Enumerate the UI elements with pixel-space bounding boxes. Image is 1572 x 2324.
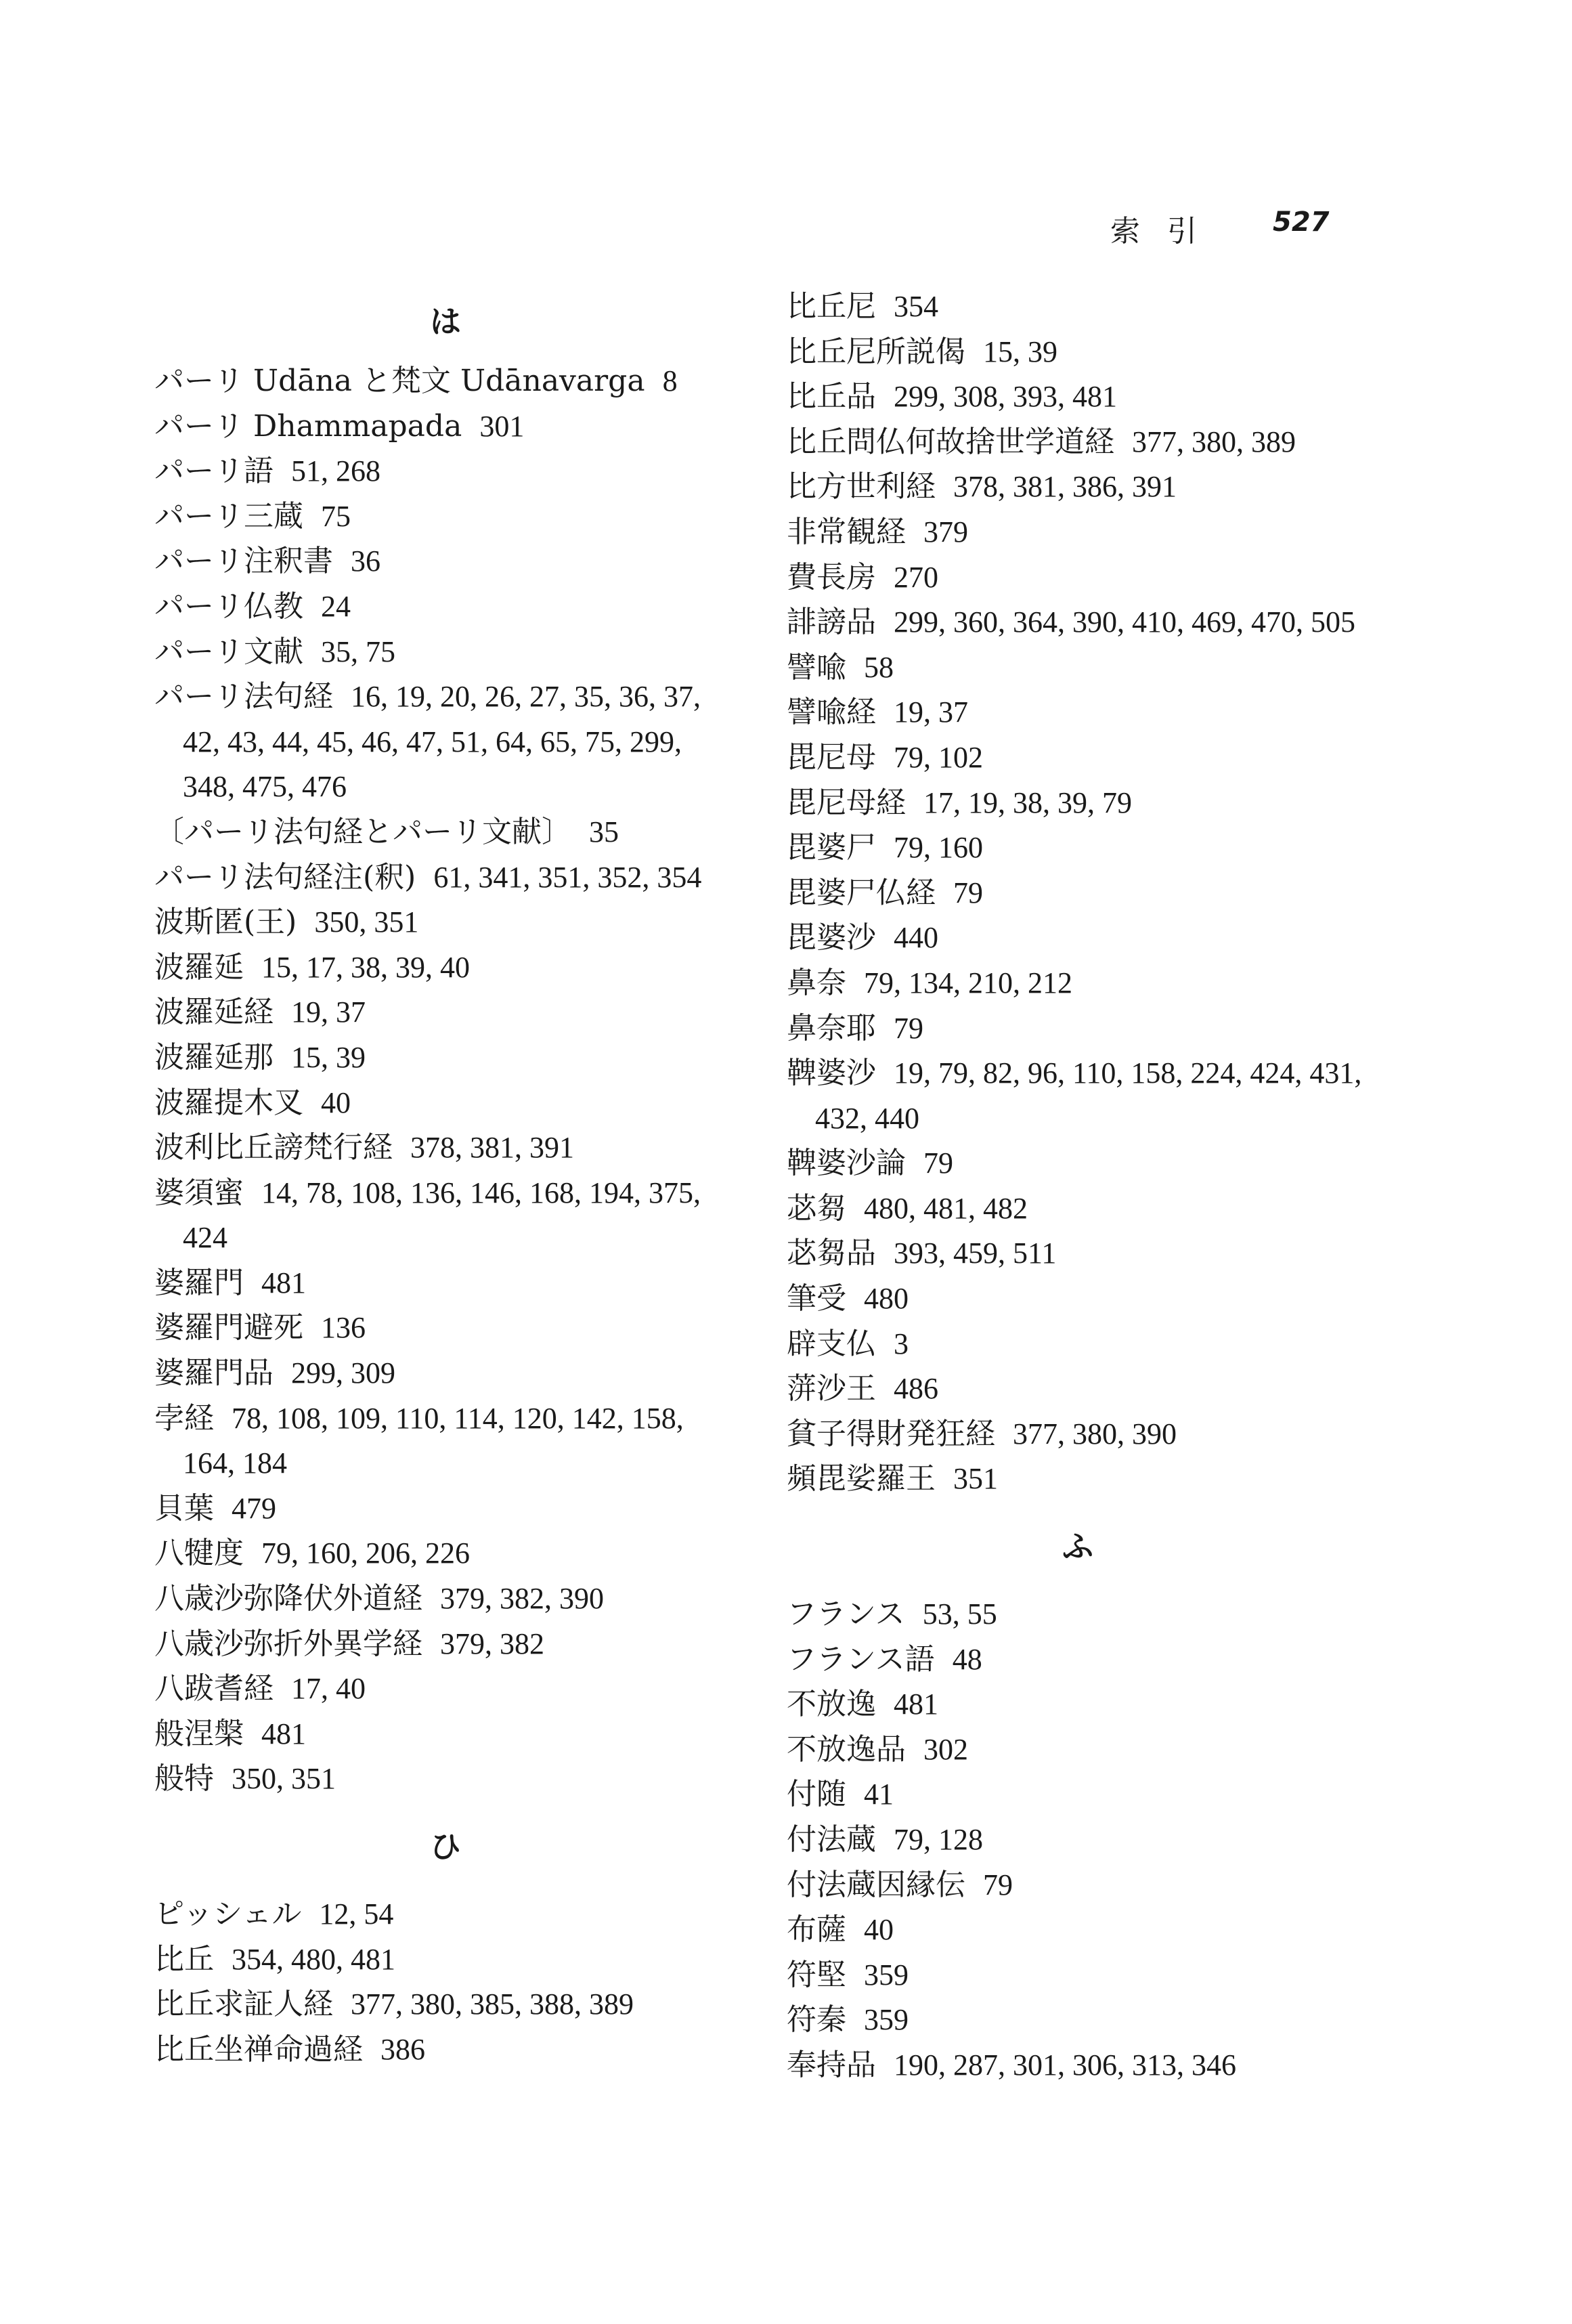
index-term: フランス bbox=[787, 1597, 905, 1632]
index-term: 辟支仏 bbox=[787, 1326, 876, 1361]
index-entry bbox=[787, 1772, 1369, 1817]
index-term: 波羅延那 bbox=[154, 1039, 274, 1075]
index-page-numbers: 350, 351 bbox=[314, 905, 419, 939]
index-entry bbox=[154, 990, 737, 1035]
index-page-numbers: 78, 108, 109, 110, 114, 120, 142, 158, 164, 184 bbox=[183, 1401, 684, 1480]
index-entry bbox=[787, 690, 1369, 735]
index-page-numbers: 479 bbox=[232, 1491, 276, 1525]
section-heading-fu: ふ bbox=[1062, 1528, 1093, 1566]
index-term: 孛経 bbox=[154, 1400, 214, 1436]
index-page-numbers: 79 bbox=[894, 1011, 923, 1045]
index-page-numbers: 301 bbox=[479, 409, 525, 443]
index-term: 苾芻 bbox=[787, 1190, 846, 1226]
index-entry bbox=[787, 871, 1369, 916]
index-entry bbox=[154, 404, 737, 450]
index-entry bbox=[154, 1396, 737, 1486]
index-entry bbox=[154, 1125, 737, 1171]
index-entry bbox=[787, 1592, 1369, 1637]
index-term: 毘婆沙 bbox=[787, 920, 876, 955]
index-page-numbers: 41 bbox=[864, 1778, 894, 1811]
index-page-numbers: 48 bbox=[952, 1642, 982, 1676]
index-term: 八歳沙弥折外異学経 bbox=[154, 1626, 422, 1661]
index-page-numbers: 79 bbox=[923, 1146, 953, 1180]
index-term: パーリ法句経注(釈) bbox=[154, 859, 416, 895]
index-entry bbox=[154, 1576, 737, 1622]
index-term: 波羅提木叉 bbox=[154, 1085, 303, 1120]
section-heading-hi: ひ bbox=[430, 1828, 461, 1865]
index-page-numbers: 53, 55 bbox=[922, 1597, 997, 1631]
index-page-numbers: 19, 37 bbox=[894, 695, 968, 729]
index-entry bbox=[787, 420, 1369, 465]
index-term: 比丘尼所説偈 bbox=[787, 334, 965, 369]
index-term: 婆羅門避死 bbox=[154, 1310, 303, 1346]
index-page-numbers: 61, 341, 351, 352, 354 bbox=[433, 860, 702, 894]
index-entry bbox=[154, 1666, 737, 1712]
index-term: 比丘 bbox=[154, 1941, 214, 1977]
index-page-numbers: 40 bbox=[864, 1913, 894, 1947]
index-entry bbox=[154, 2027, 737, 2073]
index-entry bbox=[787, 1953, 1369, 1998]
index-term: 毘尼母経 bbox=[787, 785, 906, 820]
index-entry bbox=[154, 1757, 737, 1802]
index-page-numbers: 8 bbox=[662, 364, 678, 397]
index-entry bbox=[787, 825, 1369, 871]
index-page-numbers: 486 bbox=[894, 1372, 938, 1406]
index-entry bbox=[154, 1171, 737, 1261]
index-term: 頻毘娑羅王 bbox=[787, 1461, 936, 1497]
index-entry bbox=[787, 555, 1369, 601]
index-term: 比丘品 bbox=[787, 379, 876, 414]
index-page-numbers: 359 bbox=[864, 2003, 909, 2037]
index-page-numbers: 270 bbox=[894, 560, 938, 594]
index-term: パーリ三蔵 bbox=[154, 498, 303, 534]
index-page-numbers: 79, 160, 206, 226 bbox=[261, 1536, 470, 1570]
index-entry bbox=[787, 1006, 1369, 1052]
index-page-numbers: 17, 19, 38, 39, 79 bbox=[923, 786, 1132, 819]
index-page-numbers: 481 bbox=[261, 1266, 306, 1299]
index-page-numbers: 79, 160 bbox=[894, 831, 983, 865]
header-title: 索引 bbox=[1110, 214, 1224, 249]
index-page-numbers: 79 bbox=[953, 876, 983, 909]
index-entry bbox=[154, 1351, 737, 1396]
index-page-numbers: 79, 102 bbox=[894, 740, 983, 774]
index-page-numbers: 75 bbox=[321, 499, 351, 533]
index-term: 八跋耆経 bbox=[154, 1671, 274, 1706]
index-term: 非常観経 bbox=[787, 514, 906, 549]
index-term: 婆須蜜 bbox=[154, 1175, 244, 1210]
index-page-numbers: 299, 308, 393, 481 bbox=[894, 380, 1117, 414]
index-entry bbox=[787, 600, 1369, 645]
index-term: 波斯匿(王) bbox=[154, 905, 297, 940]
index-term: 毘婆尸仏経 bbox=[787, 875, 936, 910]
index-page-numbers: 379, 382 bbox=[440, 1627, 544, 1660]
index-term: 八犍度 bbox=[154, 1536, 244, 1571]
index-entry bbox=[154, 630, 737, 675]
index-page-numbers: 299, 309 bbox=[291, 1356, 395, 1390]
index-entry bbox=[787, 1817, 1369, 1863]
index-term: 貧子得財発狂経 bbox=[787, 1416, 995, 1451]
index-page-numbers: 190, 287, 301, 306, 313, 346 bbox=[894, 2048, 1236, 2082]
index-term: 鞞婆沙 bbox=[787, 1056, 876, 1091]
index-page-numbers: 51, 268 bbox=[291, 454, 380, 488]
index-page-numbers: 378, 381, 391 bbox=[410, 1131, 574, 1165]
index-term: 鞞婆沙論 bbox=[787, 1146, 906, 1181]
index-entry bbox=[787, 1908, 1369, 1953]
index-entry bbox=[787, 1863, 1369, 1908]
index-term: 般特 bbox=[154, 1761, 214, 1796]
index-term: 鼻奈 bbox=[787, 965, 846, 1000]
index-entry bbox=[787, 781, 1369, 826]
index-entry bbox=[787, 330, 1369, 375]
index-term: パーリ注釈書 bbox=[154, 544, 333, 579]
index-entry bbox=[787, 1141, 1369, 1186]
index-page-numbers: 3 bbox=[894, 1327, 909, 1360]
index-entry bbox=[154, 539, 737, 584]
index-term: 苾芻品 bbox=[787, 1236, 876, 1271]
index-term: 付法蔵因縁伝 bbox=[787, 1867, 965, 1902]
index-entry bbox=[787, 1322, 1369, 1367]
right-column bbox=[787, 284, 1369, 2088]
index-term: 布薩 bbox=[787, 1912, 846, 1948]
index-term: パーリ語 bbox=[154, 454, 274, 489]
index-entry bbox=[787, 961, 1369, 1006]
index-entry bbox=[787, 1051, 1369, 1141]
index-entry bbox=[154, 674, 737, 810]
index-page-numbers: 15, 39 bbox=[983, 335, 1057, 368]
index-term: 付随 bbox=[787, 1777, 846, 1812]
index-entry bbox=[154, 1982, 737, 2027]
index-term: 符堅 bbox=[787, 1957, 846, 1992]
index-term: 不放逸品 bbox=[787, 1731, 906, 1767]
index-page-numbers: 440 bbox=[894, 921, 938, 955]
index-term: パーリ法句経 bbox=[154, 679, 333, 714]
index-term: 波羅延経 bbox=[154, 995, 274, 1030]
index-term: 蓱沙王 bbox=[787, 1371, 876, 1406]
index-page-numbers: 79, 128 bbox=[894, 1823, 983, 1856]
index-page-numbers: 377, 380, 390 bbox=[1013, 1417, 1177, 1450]
index-term: フランス語 bbox=[787, 1641, 935, 1677]
index-term: パーリ Dhammapada bbox=[154, 408, 462, 444]
index-term: 比丘坐禅命過経 bbox=[154, 2031, 363, 2067]
index-page-numbers: 15, 17, 38, 39, 40 bbox=[261, 950, 470, 984]
index-entry bbox=[154, 1081, 737, 1126]
index-entry bbox=[154, 1531, 737, 1576]
index-entry bbox=[787, 735, 1369, 781]
index-term: 比丘求証人経 bbox=[154, 1987, 333, 2022]
index-page-numbers: 350, 351 bbox=[232, 1762, 336, 1796]
index-term: 比丘尼 bbox=[787, 289, 876, 324]
index-term: 八歳沙弥降伏外道経 bbox=[154, 1581, 422, 1616]
entries-hi-continued bbox=[787, 284, 1369, 1502]
index-page-numbers: 379, 382, 390 bbox=[440, 1582, 604, 1616]
entries-hi bbox=[154, 1892, 737, 2072]
index-page-numbers: 359 bbox=[864, 1958, 909, 1992]
index-entry bbox=[154, 1892, 737, 1937]
index-term: 誹謗品 bbox=[787, 605, 876, 640]
index-entry bbox=[154, 945, 737, 991]
index-page-numbers: 480 bbox=[864, 1282, 909, 1316]
index-page-numbers: 354 bbox=[894, 290, 938, 323]
index-page-numbers: 36 bbox=[351, 544, 380, 578]
running-header bbox=[1110, 207, 1330, 250]
index-page-numbers: 17, 40 bbox=[291, 1672, 366, 1706]
index-page-numbers: 79 bbox=[983, 1868, 1013, 1901]
index-term: パーリ Udāna と梵文 Udānavarga bbox=[154, 364, 645, 398]
index-term: 婆羅門品 bbox=[154, 1356, 274, 1391]
index-term: 奉持品 bbox=[787, 2047, 876, 2082]
index-page-numbers: 19, 79, 82, 96, 110, 158, 224, 424, 431, 432, 440 bbox=[815, 1056, 1362, 1135]
index-page-numbers: 386 bbox=[380, 2032, 425, 2066]
index-term: 費長房 bbox=[787, 559, 876, 595]
index-term: 毘婆尸 bbox=[787, 830, 876, 865]
index-entry bbox=[154, 1712, 737, 1757]
index-entry bbox=[154, 1035, 737, 1081]
index-term: 波羅延 bbox=[154, 949, 244, 985]
index-entry bbox=[787, 916, 1369, 961]
index-entry bbox=[154, 1937, 737, 1983]
index-entry bbox=[787, 2043, 1369, 2088]
index-entry bbox=[154, 1306, 737, 1351]
index-term: パーリ仏教 bbox=[154, 588, 303, 624]
index-page-numbers: 480, 481, 482 bbox=[864, 1191, 1028, 1225]
index-page-numbers: 15, 39 bbox=[291, 1040, 366, 1074]
index-term: 婆羅門 bbox=[154, 1265, 244, 1300]
index-entry bbox=[787, 1637, 1369, 1683]
index-entry bbox=[787, 1231, 1369, 1276]
index-entry bbox=[154, 900, 737, 945]
index-page-numbers: 377, 380, 389 bbox=[1132, 425, 1296, 458]
index-entry bbox=[787, 1727, 1369, 1773]
left-column bbox=[154, 284, 737, 2072]
index-entry bbox=[154, 494, 737, 540]
index-entry bbox=[154, 359, 737, 404]
index-term: 付法蔵 bbox=[787, 1822, 876, 1857]
index-entry bbox=[787, 284, 1369, 330]
index-entry bbox=[787, 1682, 1369, 1727]
index-entry bbox=[154, 1486, 737, 1532]
index-page-numbers: 302 bbox=[923, 1732, 968, 1766]
index-term: 不放逸 bbox=[787, 1687, 876, 1722]
index-page-numbers: 481 bbox=[261, 1717, 306, 1750]
index-page-numbers: 58 bbox=[864, 650, 894, 684]
index-page-numbers: 378, 381, 386, 391 bbox=[953, 470, 1177, 504]
index-term: 比方世利経 bbox=[787, 469, 936, 504]
index-entry bbox=[154, 810, 737, 855]
index-term: 鼻奈耶 bbox=[787, 1010, 876, 1046]
index-page-numbers: 24 bbox=[321, 589, 351, 623]
index-page-numbers: 12, 54 bbox=[319, 1897, 394, 1931]
index-entry bbox=[154, 1261, 737, 1306]
index-term: 符秦 bbox=[787, 2002, 846, 2038]
index-page-numbers: 299, 360, 364, 390, 410, 469, 470, 505 bbox=[894, 605, 1355, 639]
index-term: 波利比丘謗梵行経 bbox=[154, 1130, 393, 1165]
index-entry bbox=[787, 1276, 1369, 1322]
index-page-numbers: 393, 459, 511 bbox=[894, 1236, 1057, 1270]
index-entry bbox=[787, 1457, 1369, 1502]
index-page-numbers: 19, 37 bbox=[291, 995, 366, 1029]
index-term: 〔パーリ法句経とパーリ文献〕 bbox=[154, 814, 571, 849]
entries-fu bbox=[787, 1592, 1369, 2088]
index-page-numbers: 379 bbox=[923, 515, 968, 548]
index-page-numbers: 377, 380, 385, 388, 389 bbox=[351, 1987, 634, 2021]
index-term: ピッシェル bbox=[154, 1897, 302, 1931]
index-page-numbers: 14, 78, 108, 136, 146, 168, 194, 375, 424 bbox=[183, 1176, 701, 1255]
index-entry bbox=[787, 1412, 1369, 1457]
index-entry bbox=[787, 510, 1369, 555]
page-number: 527 bbox=[1273, 207, 1330, 238]
index-term: パーリ文献 bbox=[154, 634, 303, 669]
index-entry bbox=[154, 855, 737, 901]
index-page-numbers: 351 bbox=[953, 1462, 998, 1496]
index-page-numbers: 136 bbox=[321, 1311, 366, 1345]
index-page-numbers: 481 bbox=[894, 1687, 938, 1721]
index-page-numbers: 79, 134, 210, 212 bbox=[864, 966, 1072, 999]
entries-ha bbox=[154, 359, 737, 1802]
index-term: 貝葉 bbox=[154, 1490, 214, 1526]
index-entry bbox=[787, 374, 1369, 420]
index-term: 般涅槃 bbox=[154, 1716, 244, 1751]
index-page-numbers: 16, 19, 20, 26, 27, 35, 36, 37, 42, 43, 44, 45, 46, 47, 51, 64, 65, 75, 299, 348, 475, 476 bbox=[183, 680, 701, 804]
index-term: 譬喩 bbox=[787, 649, 846, 685]
index-entry bbox=[787, 1367, 1369, 1412]
index-entry bbox=[787, 465, 1369, 510]
index-page-numbers: 354, 480, 481 bbox=[232, 1942, 395, 1976]
index-page-numbers: 35, 75 bbox=[321, 634, 395, 668]
index-term: 譬喩経 bbox=[787, 695, 876, 730]
index-entry bbox=[154, 584, 737, 630]
index-entry bbox=[154, 1622, 737, 1667]
index-entry bbox=[787, 645, 1369, 691]
index-entry bbox=[787, 1186, 1369, 1232]
index-entry bbox=[787, 1998, 1369, 2043]
index-term: 筆受 bbox=[787, 1281, 846, 1316]
index-term: 比丘問仏何故捨世学道経 bbox=[787, 424, 1114, 459]
index-page-numbers: 35 bbox=[589, 815, 619, 848]
index-entry bbox=[154, 449, 737, 494]
index-term: 毘尼母 bbox=[787, 739, 876, 775]
section-heading-ha: は bbox=[430, 303, 461, 340]
index-page-numbers: 40 bbox=[321, 1085, 351, 1119]
